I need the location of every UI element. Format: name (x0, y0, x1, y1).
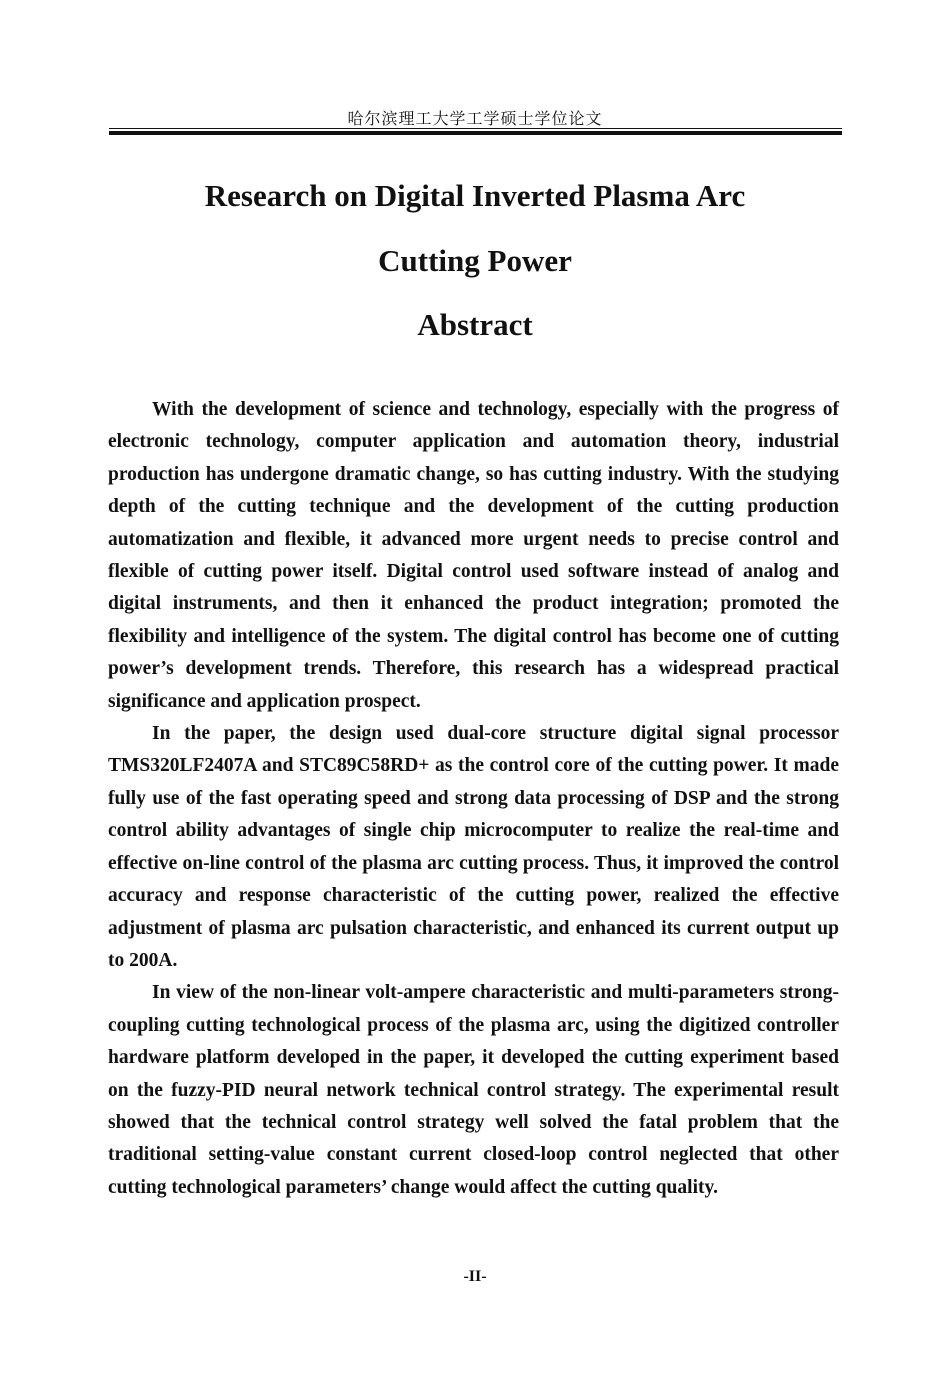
abstract-paragraph-3: In view of the non-linear volt-ampere characteristic and multi-parameters strong-coupling cutting technological process of the plasma arc, using the digitized controller hardware platform developed in the paper, it developed the cutting experiment based on the fuzzy-PID neural network technical control strategy. The experimental result showed that the technical control strategy well solved the fatal problem that the traditional setting-value constant current closed-loop control neglected that other cutting technological parameters’ change would affect the cutting quality. (108, 982, 839, 1198)
header-rule-thin (109, 128, 842, 129)
page-number: -II- (463, 1268, 487, 1285)
header-rule-thick (109, 131, 842, 135)
abstract-body (108, 394, 839, 1204)
page-header: 哈尔滨理工大学工学硕士学位论文 (347, 109, 603, 128)
abstract-paragraph-1: With the development of science and technology, especially with the progress of electronic technology, computer application and automation theory, industrial production has undergone dramatic change, so has cutting industry. With the studying depth of the cutting technique and the development of the cutting production automatization and flexible, it advanced more urgent needs to precise control and flexible of cutting power itself. Digital control used software instead of analog and digital instruments, and then it enhanced the product integration; promoted the flexibility and intelligence of the system. The digital control has become one of cutting power’s development trends. Therefore, this research has a widespread practical significance and application prospect. (108, 399, 839, 712)
section-heading-abstract: Abstract (417, 307, 533, 342)
thesis-title-line-1: Research on Digital Inverted Plasma Arc (204, 178, 746, 213)
thesis-title-line-2: Cutting Power (378, 243, 572, 278)
abstract-paragraph-2: In the paper, the design used dual-core structure digital signal processor TMS320LF2407A and STC89C58RD+ as the control core of the cutting power. It made fully use of the fast operating speed and strong data processing of DSP and the strong control ability advantages of single chip microcomputer to realize the real-time and effective on-line control of the plasma arc cutting process. Thus, it improved the control accuracy and response characteristic of the cutting power, realized the effective adjustment of plasma arc pulsation characteristic, and enhanced its current output up to 200A. (108, 723, 839, 971)
